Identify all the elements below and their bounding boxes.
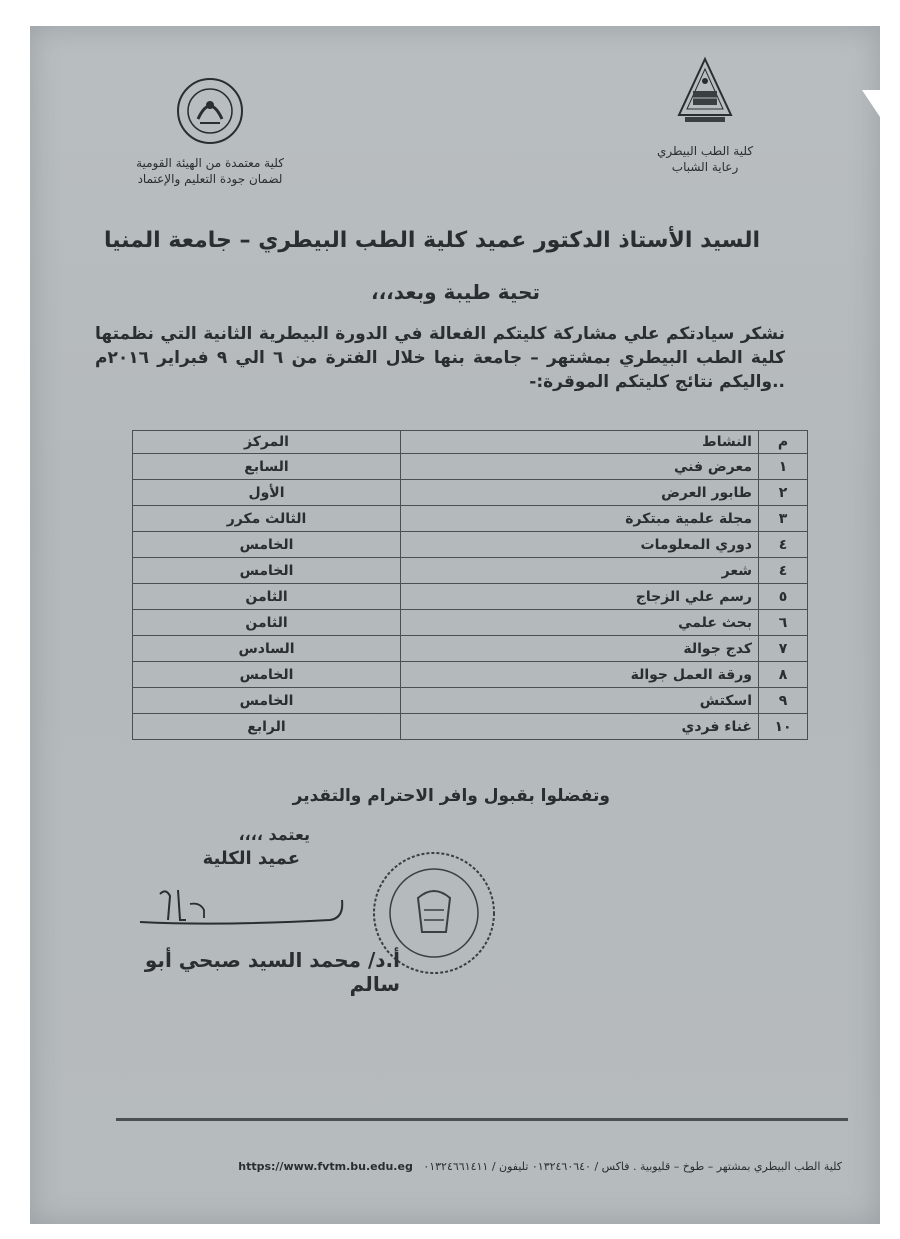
table-row [133,662,808,688]
footer [112,1160,842,1173]
header-right-line2: رعاية الشباب [671,160,739,174]
table-row [133,480,808,506]
approve-label: يعتمد ،،،، [238,825,310,844]
table-row [133,584,808,610]
table-row [133,636,808,662]
row-activity: ورقة العمل جوالة [401,662,759,688]
row-activity: كدج جوالة [401,636,759,662]
table-row [133,506,808,532]
row-activity: دوري المعلومات [401,532,759,558]
header-left-line2: لضمان جودة التعليم والإعتماد [137,172,283,186]
table-row [133,558,808,584]
row-activity: اسكتش [401,688,759,714]
row-num: ١ [759,454,808,480]
row-activity: شعر [401,558,759,584]
row-num: ٤ [759,558,808,584]
row-position: الخامس [133,662,401,688]
header-right-line1: كلية الطب البيطري [656,144,754,158]
row-position: السادس [133,636,401,662]
row-position: الخامس [133,558,401,584]
row-position: الخامس [133,532,401,558]
row-position: الرابع [133,714,401,740]
row-position: الثامن [133,584,401,610]
row-num: ٢ [759,480,808,506]
row-num: ٧ [759,636,808,662]
header-left-line1: كلية معتمدة من الهيئة القومية [136,156,284,170]
table-row [133,532,808,558]
letter-greeting: تحية طيبة وبعد،،، [370,280,540,304]
closing-line: وتفضلوا بقبول وافر الاحترام والتقدير [292,786,610,806]
table-row [133,454,808,480]
table-row [133,688,808,714]
row-num: ١٠ [759,714,808,740]
table-header-row [133,431,808,454]
row-activity: طابور العرض [401,480,759,506]
footer-address: كلية الطب البيطري بمشتهر – طوخ – قليوبية . فاكس / ٠١٣٢٤٦٠٦٤٠ تليفون / ٠١٣٢٤٦٦١٤١١ [423,1160,842,1173]
row-position: الخامس [133,688,401,714]
row-num: ٩ [759,688,808,714]
table-row [133,610,808,636]
header-left [110,75,310,187]
results-table [132,430,808,740]
dean-title: عميد الكلية [202,848,300,869]
header-activity: النشاط [401,431,759,454]
letter-title: السيد الأستاذ الدكتور عميد كلية الطب البيطري – جامعة المنيا [103,228,760,253]
footer-divider [116,1118,848,1121]
row-activity: معرض فني [401,454,759,480]
row-num: ٥ [759,584,808,610]
row-num: ٣ [759,506,808,532]
header-right [620,55,790,175]
row-num: ٤ [759,532,808,558]
header-position: المركز [133,431,401,454]
row-position: الثالث مكرر [133,506,401,532]
handwritten-signature [130,880,360,940]
row-activity: بحث علمي [401,610,759,636]
letter-body: نشكر سيادتكم علي مشاركة كليتكم الفعالة في الدورة البيطرية الثانية التي نظمتها كلية الطب البيطري بمشتهر – جامعة بنها خلال الفترة من ٦ الي ٩ فبراير ٢٠١٦م ..واليكم نتائج كليتكم الموقرة:- [95,324,785,392]
table-row [133,714,808,740]
row-position: الثامن [133,610,401,636]
row-num: ٨ [759,662,808,688]
naqaae-seal-logo [174,75,246,147]
header-num: م [759,431,808,454]
row-activity: رسم علي الزجاج [401,584,759,610]
row-activity: مجلة علمية مبتكرة [401,506,759,532]
row-activity: غناء فردي [401,714,759,740]
footer-url[interactable]: https://www.fvtm.bu.edu.eg [238,1160,413,1173]
row-num: ٦ [759,610,808,636]
row-position: الأول [133,480,401,506]
dean-name: أ.د/ محمد السيد صبحي أبو سالم [144,948,400,996]
minia-university-logo [675,55,735,135]
row-position: السابع [133,454,401,480]
